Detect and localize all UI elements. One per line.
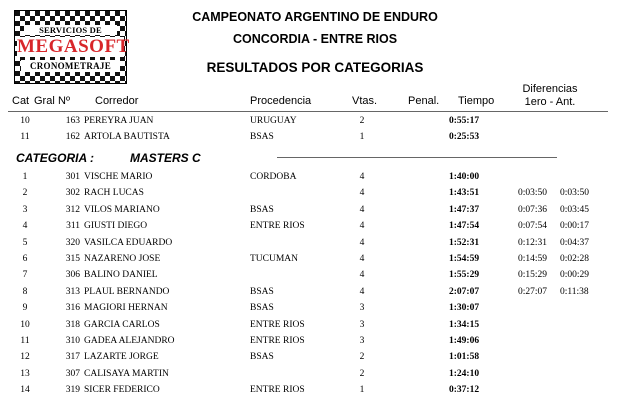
cell-number: 316 bbox=[65, 303, 80, 314]
cell-pos: 4 bbox=[22, 221, 28, 232]
cell-procedencia: ENTRE RIOS bbox=[250, 336, 305, 346]
cell-number: 317 bbox=[65, 352, 80, 363]
cell-diff-prev: 0:03:50 bbox=[560, 188, 590, 199]
cell-procedencia: ENTRE RIOS bbox=[250, 385, 305, 396]
cell-procedencia: BSAS bbox=[250, 303, 274, 314]
cell-pos: 14 bbox=[20, 385, 30, 396]
cell-vtas: 1 bbox=[359, 385, 365, 396]
cell-number: 307 bbox=[65, 368, 80, 379]
col-header-corredor: Corredor bbox=[95, 95, 139, 107]
cell-rider: VASILCA EDUARDO bbox=[84, 237, 173, 248]
cell-pos: 10 bbox=[20, 116, 30, 126]
cell-time: 1:55:29 bbox=[449, 270, 480, 281]
cell-procedencia: BSAS bbox=[250, 132, 274, 142]
cell-diff-first: 0:12:31 bbox=[518, 237, 548, 248]
cell-time: 1:47:37 bbox=[449, 204, 480, 215]
cell-number: 162 bbox=[65, 132, 80, 142]
col-header-gral: Gral bbox=[34, 95, 55, 107]
event-location: CONCORDIA - ENTRE RIOS bbox=[232, 32, 398, 46]
cell-pos: 11 bbox=[20, 132, 30, 142]
megasoft-logo bbox=[14, 10, 130, 84]
cell-pos: 12 bbox=[20, 352, 30, 363]
cell-vtas: 3 bbox=[359, 336, 365, 346]
col-header-diferencias: Diferencias bbox=[522, 83, 578, 95]
cell-vtas: 3 bbox=[359, 319, 365, 330]
cell-rider: PLAUL BERNANDO bbox=[84, 286, 170, 297]
cell-vtas: 2 bbox=[359, 352, 365, 363]
cell-rider: NAZARENO JOSE bbox=[84, 254, 161, 264]
cell-procedencia: BSAS bbox=[250, 352, 274, 363]
cell-time: 1:43:51 bbox=[449, 188, 480, 199]
cell-rider: VISCHE MARIO bbox=[84, 172, 153, 182]
cell-vtas: 4 bbox=[359, 221, 365, 232]
cell-number: 301 bbox=[65, 172, 80, 182]
cell-time: 1:54:59 bbox=[449, 254, 480, 264]
header-divider bbox=[8, 111, 608, 112]
cell-vtas: 4 bbox=[359, 204, 365, 215]
cell-diff-prev: 0:04:37 bbox=[560, 237, 590, 248]
cell-rider: LAZARTE JORGE bbox=[84, 352, 159, 363]
cell-diff-first: 0:03:50 bbox=[518, 188, 548, 199]
cell-diff-first: 0:07:54 bbox=[518, 221, 548, 232]
cell-number: 163 bbox=[65, 116, 80, 126]
cell-rider: MAGIORI HERNAN bbox=[84, 303, 168, 314]
cell-pos: 7 bbox=[22, 270, 28, 281]
cell-diff-prev: 0:00:29 bbox=[560, 270, 590, 281]
cell-procedencia: CORDOBA bbox=[250, 172, 297, 182]
cell-rider: ARTOLA BAUTISTA bbox=[84, 132, 170, 142]
cell-number: 315 bbox=[65, 254, 80, 264]
logo-brand: MEGASOFT bbox=[17, 36, 130, 57]
cell-vtas: 1 bbox=[359, 132, 365, 142]
cell-time: 1:40:00 bbox=[449, 172, 480, 182]
cell-time: 1:34:15 bbox=[449, 319, 480, 330]
cell-number: 318 bbox=[65, 319, 80, 330]
cell-vtas: 4 bbox=[359, 254, 365, 264]
report-title: RESULTADOS POR CATEGORIAS bbox=[206, 60, 424, 75]
cell-number: 306 bbox=[65, 270, 80, 281]
cell-vtas: 4 bbox=[359, 270, 365, 281]
cell-pos: 11 bbox=[20, 336, 30, 346]
col-header-vtas: Vtas. bbox=[352, 95, 378, 107]
cell-number: 312 bbox=[65, 204, 80, 215]
cell-pos: 9 bbox=[22, 303, 28, 314]
category-label: CATEGORIA : bbox=[16, 151, 94, 165]
logo-line-1: SERVICIOS DE bbox=[24, 25, 117, 35]
cell-time: 0:55:17 bbox=[449, 116, 480, 126]
cell-vtas: 2 bbox=[359, 116, 365, 126]
cell-pos: 3 bbox=[22, 204, 28, 215]
cell-rider: GADEA ALEJANDRO bbox=[84, 336, 175, 346]
cell-time: 1:49:06 bbox=[449, 336, 480, 346]
cell-time: 1:47:54 bbox=[449, 221, 480, 232]
cell-time: 1:01:58 bbox=[449, 352, 480, 363]
cell-time: 2:07:07 bbox=[449, 286, 480, 297]
cell-pos: 6 bbox=[22, 254, 28, 264]
cell-rider: GARCIA CARLOS bbox=[84, 319, 160, 330]
cell-time: 1:24:10 bbox=[449, 368, 480, 379]
cell-number: 310 bbox=[65, 336, 80, 346]
col-header-num: Nº bbox=[58, 95, 70, 107]
cell-time: 0:25:53 bbox=[449, 132, 480, 142]
cell-diff-first: 0:27:07 bbox=[518, 286, 548, 297]
cell-time: 1:52:31 bbox=[449, 237, 480, 248]
cell-diff-first: 0:15:29 bbox=[518, 270, 548, 281]
cell-time: 0:37:12 bbox=[449, 385, 480, 396]
cell-rider: SICER FEDERICO bbox=[84, 385, 160, 396]
col-header-procedencia: Procedencia bbox=[250, 95, 312, 107]
cell-vtas: 4 bbox=[359, 237, 365, 248]
cell-rider: RACH LUCAS bbox=[84, 188, 144, 199]
category-divider bbox=[277, 157, 557, 158]
cell-vtas: 4 bbox=[359, 172, 365, 182]
cell-pos: 8 bbox=[22, 286, 28, 297]
cell-procedencia: BSAS bbox=[250, 286, 274, 297]
cell-rider: GIUSTI DIEGO bbox=[84, 221, 148, 232]
cell-procedencia: ENTRE RIOS bbox=[250, 221, 305, 232]
cell-pos: 10 bbox=[20, 319, 30, 330]
cell-diff-first: 0:07:36 bbox=[518, 204, 548, 215]
cell-diff-prev: 0:00:17 bbox=[560, 221, 590, 232]
cell-diff-prev: 0:03:45 bbox=[560, 204, 590, 215]
cell-number: 311 bbox=[66, 221, 80, 232]
cell-rider: CALISAYA MARTIN bbox=[84, 368, 169, 379]
cell-rider: PEREYRA JUAN bbox=[84, 116, 154, 126]
col-header-cat: Cat bbox=[12, 95, 30, 107]
col-header-diferencias-sub: 1ero - Ant. bbox=[524, 96, 576, 108]
cell-time: 1:30:07 bbox=[449, 303, 480, 314]
cell-number: 302 bbox=[65, 188, 80, 199]
col-header-penal: Penal. bbox=[408, 95, 440, 107]
cell-diff-first: 0:14:59 bbox=[518, 254, 548, 264]
cell-procedencia: BSAS bbox=[250, 204, 274, 215]
cell-procedencia: URUGUAY bbox=[250, 116, 297, 126]
cell-vtas: 2 bbox=[359, 368, 365, 379]
cell-procedencia: TUCUMAN bbox=[250, 254, 299, 264]
cell-diff-prev: 0:11:38 bbox=[560, 286, 589, 297]
cell-diff-prev: 0:02:28 bbox=[560, 254, 590, 264]
col-header-tiempo: Tiempo bbox=[458, 95, 495, 107]
cell-pos: 5 bbox=[22, 237, 28, 248]
cell-vtas: 4 bbox=[359, 188, 365, 199]
cell-pos: 2 bbox=[22, 188, 28, 199]
cell-pos: 1 bbox=[22, 172, 28, 182]
cell-number: 320 bbox=[65, 237, 80, 248]
cell-pos: 13 bbox=[20, 368, 30, 379]
cell-procedencia: ENTRE RIOS bbox=[250, 319, 305, 330]
category-name: MASTERS C bbox=[130, 151, 201, 165]
cell-rider: BALINO DANIEL bbox=[84, 270, 158, 281]
event-title: CAMPEONATO ARGENTINO DE ENDURO bbox=[192, 10, 438, 24]
cell-vtas: 4 bbox=[359, 286, 365, 297]
cell-vtas: 3 bbox=[359, 303, 365, 314]
cell-rider: VILOS MARIANO bbox=[84, 204, 160, 215]
cell-number: 319 bbox=[65, 385, 80, 396]
cell-number: 313 bbox=[65, 286, 80, 297]
logo-line-3: CRONOMETRAJE bbox=[21, 60, 120, 72]
